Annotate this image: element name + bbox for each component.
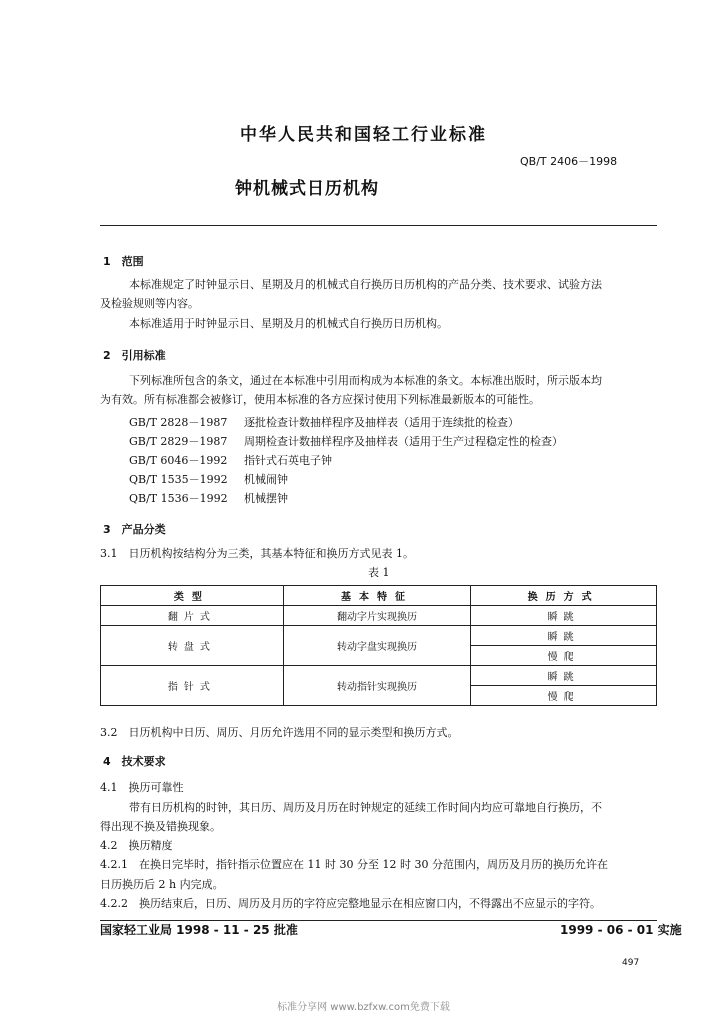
table-cell: 转盘式 (101, 626, 284, 666)
org-title: 中华人民共和国轻工行业标准 (240, 125, 487, 145)
section-4-2-2-paragraph: 4.2.2 换历结束后，日历、周历及月历的字符应完整地显示在相应窗口内，不得露出不应显示的字符。 (100, 897, 601, 910)
section-4-2-1-paragraph-line-2: 日历换历后 2 h 内完成。 (100, 878, 224, 891)
standard-code: QB/T 2406－1998 (520, 155, 618, 168)
section-4-1-heading: 4.1 换历可靠性 (100, 781, 184, 794)
table-cell: 指针式 (101, 666, 284, 706)
table-cell: 慢爬 (471, 686, 657, 706)
section-3-2-paragraph: 3.2 日历机构中日历、周历、月历允许选用不同的显示类型和换历方式。 (100, 726, 459, 739)
document-title: 钟机械式日历机构 (235, 179, 379, 199)
section-4-2-1-paragraph-line-1: 4.2.1 在换日完毕时，指针指示位置应在 11 时 30 分至 12 时 30 分范围内，周历及月历的换历允许在 (100, 858, 608, 871)
section-4-1-paragraph-line-2: 得出现不换及错换现象。 (100, 820, 221, 833)
table-cell: 翻动字片实现换历 (283, 606, 471, 626)
reference-item: GB/T 2828－1987 逐批检查计数抽样程序及抽样表（适用于连续批的检查） (129, 416, 519, 429)
reference-item: QB/T 1535－1992 机械闹钟 (129, 473, 288, 486)
table-cell: 转动指针实现换历 (283, 666, 471, 706)
implementation-note: 1999 - 06 - 01 实施 (560, 923, 682, 937)
table-cell: 瞬跳 (471, 626, 657, 646)
table-cell: 翻片式 (101, 606, 284, 626)
table-row (101, 666, 657, 686)
table-cell: 转动字盘实现换历 (283, 626, 471, 666)
section-4-1-paragraph-line-1: 带有日历机构的时钟，其日历、周历及月历在时钟规定的延续工作时间内均应可靠地自行换历，不 (129, 801, 602, 814)
approval-note: 国家轻工业局 1998 - 11 - 25 批准 (100, 923, 298, 937)
table-row (101, 606, 657, 626)
table-cell: 慢爬 (471, 646, 657, 666)
section-3-heading: 3 产品分类 (103, 523, 166, 536)
table-header-cell: 换历方式 (471, 586, 657, 606)
table-header-row (101, 586, 657, 606)
section-1-heading: 1 范围 (103, 255, 144, 268)
section-2-heading: 2 引用标准 (103, 349, 166, 362)
table-cell: 瞬跳 (471, 666, 657, 686)
section-2-paragraph-line-2: 为有效。所有标准都会被修订，使用本标准的各方应探讨使用下列标准最新版本的可能性。 (100, 393, 540, 406)
section-1-paragraph-2: 本标准适用于时钟显示日、星期及月的机械式自行换历日历机构。 (129, 317, 448, 330)
reference-item: QB/T 1536－1992 机械摆钟 (129, 492, 288, 505)
watermark: 标准分享网 www.bzfxw.com免费下载 (277, 1002, 450, 1013)
table-cell: 瞬跳 (471, 606, 657, 626)
reference-item: GB/T 6046－1992 指针式石英电子钟 (129, 454, 332, 467)
section-1-paragraph-1-line-1: 本标准规定了时钟显示日、星期及月的机械式自行换历日历机构的产品分类、技术要求、试验方法 (129, 278, 602, 291)
section-4-2-heading: 4.2 换历精度 (100, 839, 173, 852)
table-header-cell: 基本特征 (283, 586, 471, 606)
header-divider (100, 225, 657, 226)
table-1 (100, 585, 657, 706)
table-caption: 表 1 (368, 566, 390, 579)
table-header-cell: 类型 (101, 586, 284, 606)
reference-item: GB/T 2829－1987 周期检查计数抽样程序及抽样表（适用于生产过程稳定性的检查） (129, 435, 563, 448)
section-2-paragraph-line-1: 下列标准所包含的条文，通过在本标准中引用而构成为本标准的条文。本标准出版时，所示版本均 (129, 374, 602, 387)
section-3-1-paragraph: 3.1 日历机构按结构分为三类，其基本特征和换历方式见表 1。 (100, 547, 414, 560)
table-row (101, 626, 657, 646)
page-number: 497 (622, 958, 640, 968)
section-1-paragraph-1-line-2: 及检验规则等内容。 (100, 297, 199, 310)
section-4-heading: 4 技术要求 (103, 755, 166, 768)
